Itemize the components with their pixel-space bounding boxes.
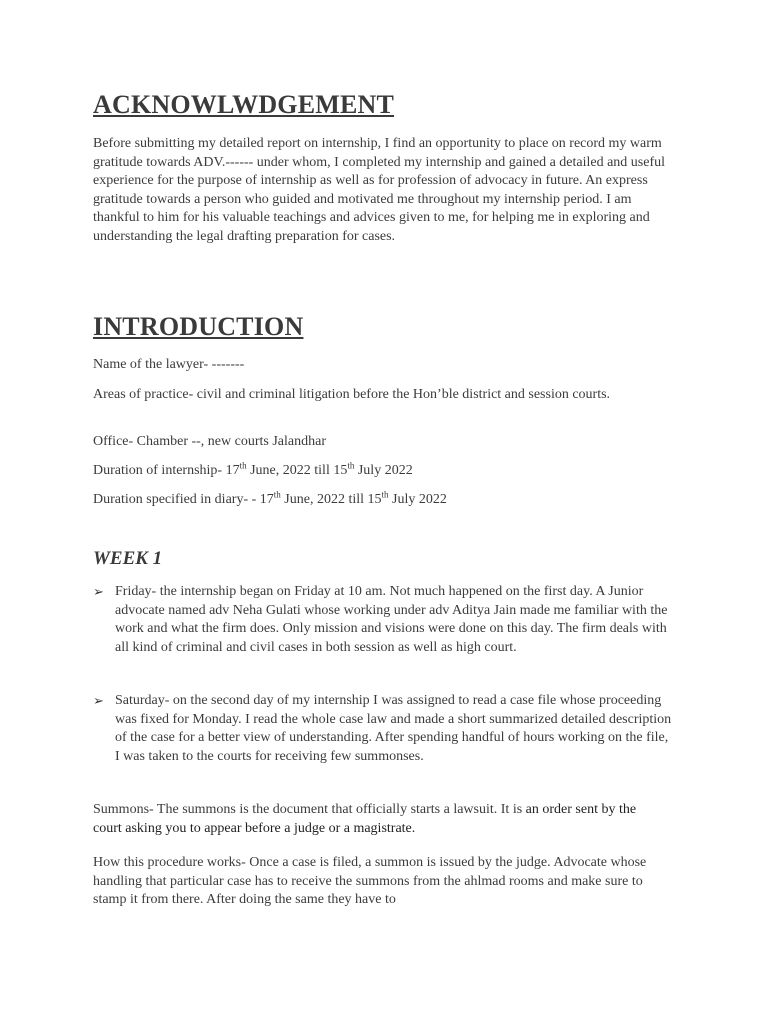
bullet-text-saturday: Saturday- on the second day of my internship I was assigned to read a case file whose proceeding was fixed for Monday. I read the whole case law and made a short summarized detailed description of the case for a better view of understanding. After spending handful of hours working on the file, I was taken to the courts for receiving few summonses. <box>115 693 672 764</box>
office-line: Office- Chamber --, new courts Jalandhar <box>93 434 326 449</box>
procedure-paragraph: How this procedure works- Once a case is filed, a summon is issued by the judge. Advocate whose handling that particular case has to receive the summons from the ahlmad rooms and make sure to stamp it from there. After doing the same they have to <box>93 855 647 907</box>
list-item <box>93 692 673 766</box>
arrow-bullet-icon: ➢ <box>93 693 104 708</box>
week-1-heading: WEEK 1 <box>93 548 163 569</box>
bullet-text-friday: Friday- the internship began on Friday at 10 am. Not much happened on the first day. A Junior advocate named adv Neha Gulati whose working under adv Aditya Jain made me familiar with the work and what the firm does. Only mission and visions were done on this day. The firm deals with all kind of criminal and civil cases in both session as well as high court. <box>115 584 668 655</box>
areas-of-practice-line: Areas of practice- civil and criminal litigation before the Hon’ble district and session courts. <box>93 387 611 402</box>
acknowledgement-paragraph: Before submitting my detailed report on internship, I find an opportunity to place on record my warm gratitude towards ADV.------ under whom, I completed my internship and gained a detailed and useful experience for the purpose of internship as well as for profession of advocacy in future. An express gratitude towards a person who guided and motivated me throughout my internship period. I am thankful to him for his valuable teachings and advices given to me, for helping me in exploring and understanding the legal drafting preparation for cases. <box>93 136 666 244</box>
introduction-heading: INTRODUCTION <box>93 312 304 341</box>
internship-duration-line: Duration of internship- 17th June, 2022 till 15th July 2022 <box>93 460 413 478</box>
arrow-bullet-icon: ➢ <box>93 584 104 599</box>
lawyer-name-line: Name of the lawyer- ------- <box>93 357 245 372</box>
list-item <box>93 583 673 657</box>
summons-paragraph: Summons- The summons is the document that officially starts a lawsuit. It is an order sent by the court asking you to appear before a judge or a magistrate. <box>93 802 637 836</box>
acknowledgement-heading: ACKNOWLWDGEMENT <box>93 90 395 119</box>
diary-duration-line: Duration specified in diary- - 17th June, 2022 till 15th July 2022 <box>93 489 447 507</box>
